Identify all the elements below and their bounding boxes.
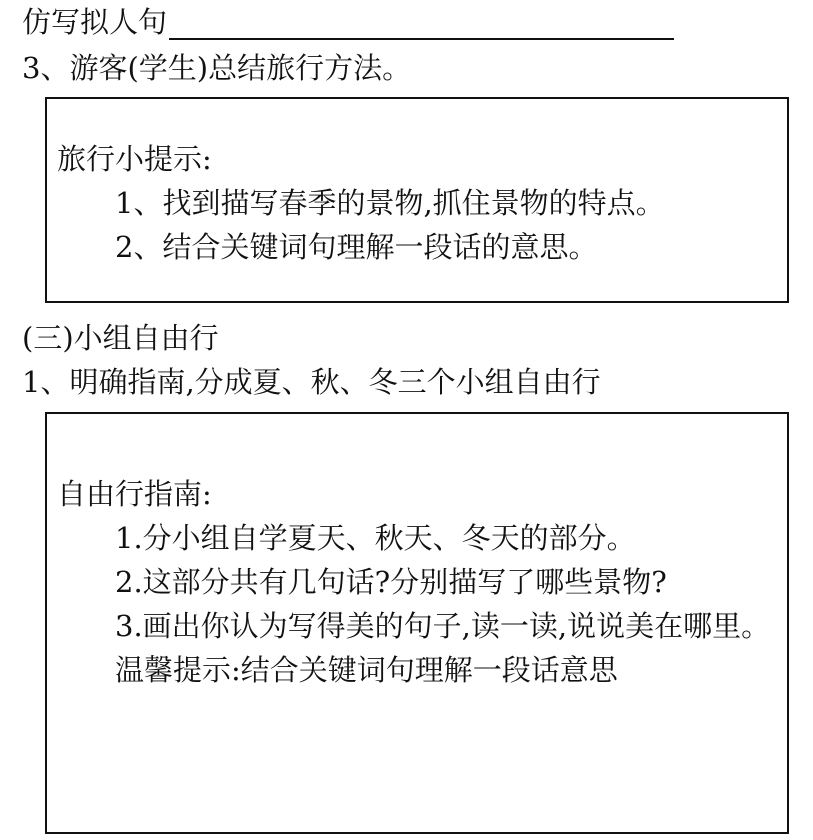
travel-tips-title: 旅行小提示: [57, 142, 212, 176]
travel-tips-box [45, 97, 789, 303]
guide-title: 自由行指南: [57, 477, 212, 511]
imitate-prompt-line [22, 4, 674, 40]
section-3-step-1: 1、明确指南,分成夏、秋、冬三个小组自由行 [22, 365, 601, 399]
free-travel-guide-box [45, 412, 789, 834]
guide-hint: 温馨提示:结合关键词句理解一段话意思 [115, 653, 618, 687]
guide-item-3: 3.画出你认为写得美的句子,读一读,说说美在哪里。 [115, 609, 771, 643]
guide-item-1: 1.分小组自学夏天、秋天、冬天的部分。 [115, 521, 636, 555]
imitate-label: 仿写拟人句 [22, 5, 168, 39]
section-3-heading: (三)小组自由行 [22, 321, 219, 355]
answer-blank[interactable] [169, 8, 674, 40]
step-3-text: 3、游客(学生)总结旅行方法。 [22, 51, 412, 85]
travel-tip-item-2: 2、结合关键词句理解一段话的意思。 [115, 230, 598, 264]
guide-item-2: 2.这部分共有几句话?分别描写了哪些景物? [115, 565, 667, 599]
travel-tip-item-1: 1、找到描写春季的景物,抓住景物的特点。 [115, 186, 665, 220]
